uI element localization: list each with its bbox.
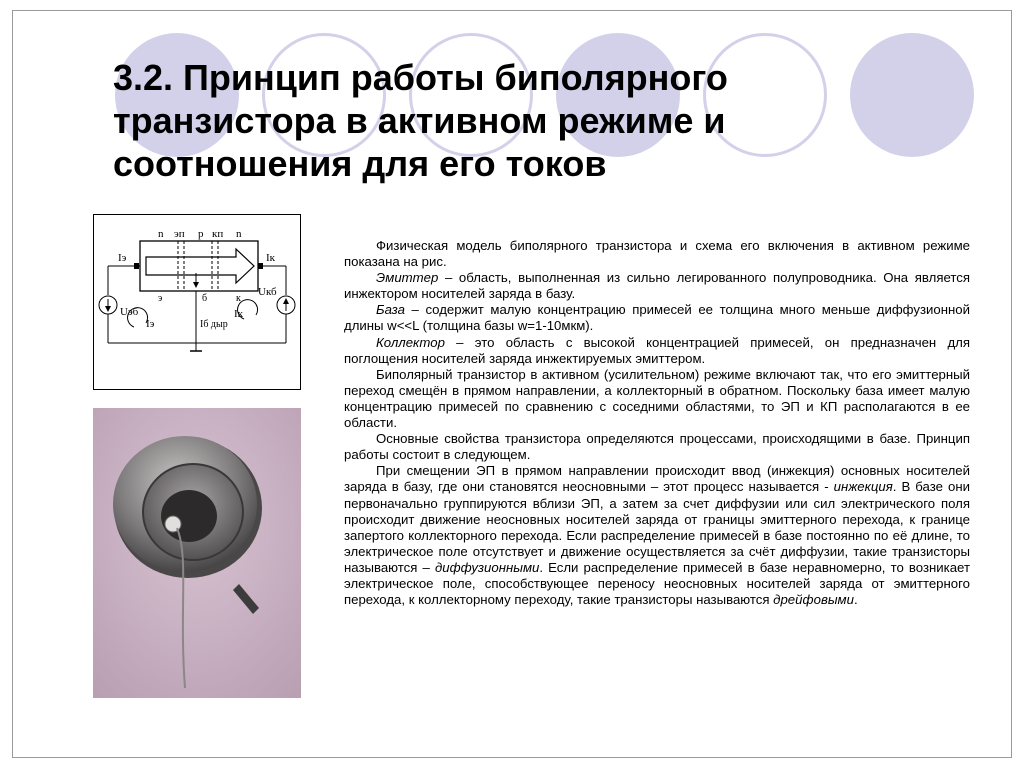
current-label-ie-loop: Iэ <box>146 318 155 330</box>
carrier-flow-arrow <box>146 249 254 283</box>
paragraph-active-mode: Биполярный транзистор в активном (усилительном) режиме включают так, что его эмиттерный переход смещён в прямом направлении, а коллекторный в обратном. Поскольку база имеет малую концентрацию примесей по сравнению с соседними областями, то ЭП и КП располагаются в ее области. <box>344 366 970 431</box>
region-label-kp: кп <box>212 228 224 240</box>
paragraph-intro: Физическая модель биполярного транзистора и схема его включения в активном режиме показана на рис. <box>344 238 970 270</box>
transistor-photo-svg <box>93 408 301 698</box>
body-text <box>344 238 970 608</box>
term-emitter: Эмиттер <box>376 270 439 286</box>
principle-text-d: . <box>853 592 858 608</box>
transistor-photo <box>93 408 301 698</box>
paragraph-base <box>344 302 970 334</box>
paragraph-properties: Основные свойства транзистора определяются процессами, происходящими в базе. Принцип работы состоит в следующем. <box>344 431 970 463</box>
current-label-ib-holes: Iб дыр <box>200 319 228 330</box>
principle-text-a: При смещении ЭП в прямом направлении происходит ввод (инжекция) основных носителей заряда в базу, где они становятся неосновными – этот процесс называется - <box>344 463 970 495</box>
term-collector: Коллектор <box>376 334 445 350</box>
principle-text-c: . Если распределение примесей в базе неравномерно, то возникает электрическое поле, способствующее переносу неосновных носителей заряда от эмиттерного перехода, к коллекторному переходу, такие транзисторы называются <box>344 559 970 608</box>
term-injection: инжекция <box>833 479 893 495</box>
current-label-ik-loop: Iк <box>234 308 244 320</box>
layer-label-e: э <box>158 293 163 304</box>
layer-label-b: б <box>202 293 208 304</box>
title-line: соотношения для его токов <box>113 143 607 184</box>
paragraph-collector <box>344 335 970 367</box>
term-base: База <box>376 302 405 318</box>
principle-text-b: . В базе они первоначально группируются вблизи ЭП, а затем за счет диффузии или сил электрического поля происходит движение неосновных носителей заряда от границы эмиттерного перехода, к границе запертого коллекторного перехода. Если распределение примесей в базе постоянно по её длине, то электрическое поле отсутствует и движение осуществляется за счёт диффузии, такие транзисторы называются – <box>344 479 970 575</box>
circuit-svg <box>94 215 300 389</box>
decor-circle-6 <box>850 33 974 157</box>
paragraph-emitter <box>344 270 970 302</box>
term-diffusion: диффузионными <box>434 559 540 575</box>
emitter-contact <box>134 263 139 269</box>
voltage-label-ukb: Uкб <box>258 286 277 298</box>
current-label-ie-top: Iэ <box>118 252 127 264</box>
title-line: 3.2. Принцип работы биполярного <box>113 57 728 98</box>
transistor-lead-hole <box>161 490 217 542</box>
current-label-ik-top: Iк <box>266 252 276 264</box>
slide-title <box>113 56 833 185</box>
collector-contact <box>258 263 263 269</box>
region-label-p: p <box>198 228 204 240</box>
base-definition: – содержит малую концентрацию примесей ее толщина много меньше диффузионной длины w<<L (толщина базы w=1-10мкм). <box>344 302 970 334</box>
term-drift: дрейфовыми <box>773 592 854 608</box>
collector-definition: – это область с высокой концентрацией примесей, он предназначен для поглощения носителей заряда инжектируемых эмиттером. <box>344 334 970 366</box>
title-line: транзистора в активном режиме и <box>113 100 726 141</box>
paragraph-principle <box>344 463 970 608</box>
region-label-n-right: n <box>236 228 242 240</box>
layer-label-k: к <box>236 293 241 304</box>
region-label-ep: эп <box>174 228 185 240</box>
emitter-definition: – область, выполненная из сильно легированного полупроводника. Она является инжектором носителей заряда в базу. <box>344 270 970 302</box>
transistor-circuit-diagram <box>93 214 301 390</box>
region-label-n-left: n <box>158 228 164 240</box>
voltage-label-ueb: Uэб <box>120 306 139 318</box>
transistor-body <box>140 241 258 291</box>
